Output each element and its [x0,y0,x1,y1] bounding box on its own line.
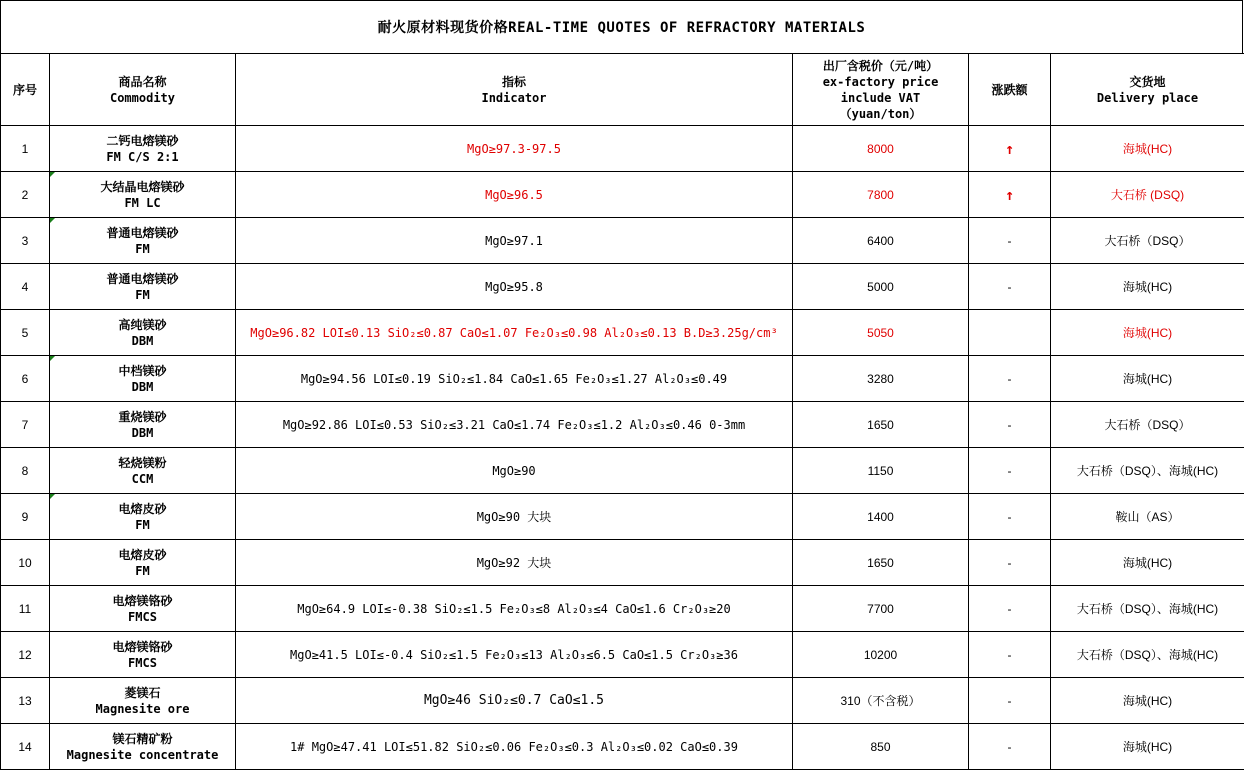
commodity-cell [50,448,236,494]
change-cell: - [969,586,1051,632]
indicator-cell: MgO≥94.56 LOI≤0.19 SiO₂≤1.84 CaO≤1.65 Fe₂O₃≤1.27 Al₂O₃≤0.49 [236,356,793,402]
commodity-cell [50,678,236,724]
table-row [1,172,1244,218]
table-row [1,586,1244,632]
indicator-cell: MgO≥90 大块 [236,494,793,540]
delivery-cell: 大石桥（DSQ） [1051,218,1244,264]
table-row [1,402,1244,448]
change-cell: - [969,678,1051,724]
header-price: 出厂含税价（元/吨） ex-factory price include VAT （yuan/ton） [793,54,969,126]
row-index: 8 [1,448,50,494]
price-cell: 310（不含税） [793,678,969,724]
commodity-name-en: Magnesite ore [95,701,190,716]
commodity-name-en: FM [135,517,150,532]
delivery-cell: 海城(HC) [1051,356,1244,402]
indicator-cell: MgO≥96.82 LOI≤0.13 SiO₂≤0.87 CaO≤1.07 Fe₂O₃≤0.98 Al₂O₃≤0.13 B.D≥3.25g/cm³ [236,310,793,356]
commodity-cell [50,540,236,586]
price-table [0,53,1244,770]
price-cell: 850 [793,724,969,770]
row-index: 6 [1,356,50,402]
row-index: 11 [1,586,50,632]
header-index: 序号 [1,54,50,126]
commodity-cell [50,264,236,310]
price-cell: 3280 [793,356,969,402]
delivery-cell: 大石桥（DSQ）、海城(HC) [1051,448,1244,494]
table-row [1,540,1244,586]
change-cell: - [969,218,1051,264]
sheet-title: 耐火原材料现货价格REAL-TIME QUOTES OF REFRACTORY MATERIALS [0,0,1243,53]
row-index: 7 [1,402,50,448]
commodity-name-en: FMCS [128,609,157,624]
commodity-cell [50,402,236,448]
commodity-cell [50,356,236,402]
commodity-name-cn: 镁石精矿粉 [112,731,173,746]
commodity-name-cn: 大结晶电熔镁砂 [100,179,185,194]
row-index: 13 [1,678,50,724]
commodity-name-cn: 普通电熔镁砂 [106,271,179,286]
delivery-cell: 海城(HC) [1051,264,1244,310]
price-cell: 10200 [793,632,969,678]
commodity-name-en: FM LC [124,195,161,210]
header-row [1,54,1244,126]
indicator-cell: MgO≥92 大块 [236,540,793,586]
commodity-name-cn: 电熔镁铬砂 [112,593,173,608]
delivery-cell: 大石桥（DSQ） [1051,402,1244,448]
change-cell [969,310,1051,356]
indicator-cell: MgO≥90 [236,448,793,494]
commodity-name-cn: 轻烧镁粉 [118,455,167,470]
commodity-cell [50,632,236,678]
row-index: 5 [1,310,50,356]
indicator-cell: MgO≥96.5 [236,172,793,218]
commodity-name-en: FM [135,563,150,578]
delivery-cell: 海城(HC) [1051,540,1244,586]
row-index: 2 [1,172,50,218]
row-index: 1 [1,126,50,172]
delivery-cell: 鞍山（AS） [1051,494,1244,540]
row-index: 10 [1,540,50,586]
commodity-cell [50,724,236,770]
price-cell: 1150 [793,448,969,494]
commodity-name-en: DBM [131,379,154,394]
price-cell: 6400 [793,218,969,264]
commodity-name-cn: 电熔镁铬砂 [112,639,173,654]
table-row [1,126,1244,172]
commodity-name-en: DBM [131,425,154,440]
header-change: 涨跌额 [969,54,1051,126]
commodity-name-cn: 电熔皮砂 [118,501,167,516]
commodity-name-en: DBM [131,333,154,348]
change-cell: - [969,402,1051,448]
change-cell: ↑ [969,126,1051,172]
commodity-cell [50,494,236,540]
header-commodity: 商品名称 Commodity [50,54,236,126]
commodity-name-en: FM [135,241,150,256]
price-cell: 1400 [793,494,969,540]
delivery-cell: 海城(HC) [1051,126,1244,172]
price-cell: 7800 [793,172,969,218]
indicator-cell: 1# MgO≥47.41 LOI≤51.82 SiO₂≤0.06 Fe₂O₃≤0.3 Al₂O₃≤0.02 CaO≤0.39 [236,724,793,770]
change-cell: - [969,264,1051,310]
delivery-cell: 海城(HC) [1051,678,1244,724]
header-delivery: 交货地 Delivery place [1051,54,1244,126]
table-row [1,264,1244,310]
change-cell: - [969,724,1051,770]
commodity-name-en: Magnesite concentrate [66,747,219,762]
delivery-cell: 大石桥（DSQ）、海城(HC) [1051,586,1244,632]
change-cell: - [969,494,1051,540]
commodity-name-en: FMCS [128,655,157,670]
commodity-name-cn: 重烧镁砂 [118,409,167,424]
indicator-cell: MgO≥95.8 [236,264,793,310]
change-cell: - [969,540,1051,586]
delivery-cell: 大石桥 (DSQ) [1051,172,1244,218]
change-cell: - [969,632,1051,678]
indicator-cell: MgO≥46 SiO₂≤0.7 CaO≤1.5 [236,678,793,724]
price-cell: 7700 [793,586,969,632]
commodity-name-en: FM C/S 2:1 [106,149,179,164]
commodity-cell [50,310,236,356]
row-index: 3 [1,218,50,264]
row-index: 14 [1,724,50,770]
table-row [1,310,1244,356]
commodity-cell [50,218,236,264]
table-row [1,632,1244,678]
table-row [1,494,1244,540]
delivery-cell: 海城(HC) [1051,724,1244,770]
commodity-name-cn: 电熔皮砂 [118,547,167,562]
delivery-cell: 海城(HC) [1051,310,1244,356]
change-cell: - [969,448,1051,494]
table-row [1,678,1244,724]
indicator-cell: MgO≥41.5 LOI≤-0.4 SiO₂≤1.5 Fe₂O₃≤13 Al₂O₃≤6.5 CaO≤1.5 Cr₂O₃≥36 [236,632,793,678]
row-index: 9 [1,494,50,540]
change-cell: - [969,356,1051,402]
delivery-cell: 大石桥（DSQ）、海城(HC) [1051,632,1244,678]
indicator-cell: MgO≥64.9 LOI≤-0.38 SiO₂≤1.5 Fe₂O₃≤8 Al₂O₃≤4 CaO≤1.6 Cr₂O₃≥20 [236,586,793,632]
price-cell: 8000 [793,126,969,172]
table-row [1,448,1244,494]
commodity-cell [50,126,236,172]
price-cell: 1650 [793,540,969,586]
price-cell: 5050 [793,310,969,356]
indicator-cell: MgO≥92.86 LOI≤0.53 SiO₂≤3.21 CaO≤1.74 Fe₂O₃≤1.2 Al₂O₃≤0.46 0-3mm [236,402,793,448]
commodity-cell [50,586,236,632]
row-index: 4 [1,264,50,310]
commodity-name-cn: 普通电熔镁砂 [106,225,179,240]
price-cell: 5000 [793,264,969,310]
price-cell: 1650 [793,402,969,448]
change-cell: ↑ [969,172,1051,218]
commodity-name-cn: 二钙电熔镁砂 [106,133,179,148]
indicator-cell: MgO≥97.3-97.5 [236,126,793,172]
indicator-cell: MgO≥97.1 [236,218,793,264]
commodity-cell [50,172,236,218]
commodity-name-en: FM [135,287,150,302]
table-row [1,724,1244,770]
header-indicator: 指标 Indicator [236,54,793,126]
commodity-name-en: CCM [131,471,154,486]
commodity-name-cn: 中档镁砂 [118,363,167,378]
commodity-name-cn: 菱镁石 [124,685,161,700]
commodity-name-cn: 高纯镁砂 [118,317,167,332]
row-index: 12 [1,632,50,678]
table-row [1,356,1244,402]
table-row [1,218,1244,264]
